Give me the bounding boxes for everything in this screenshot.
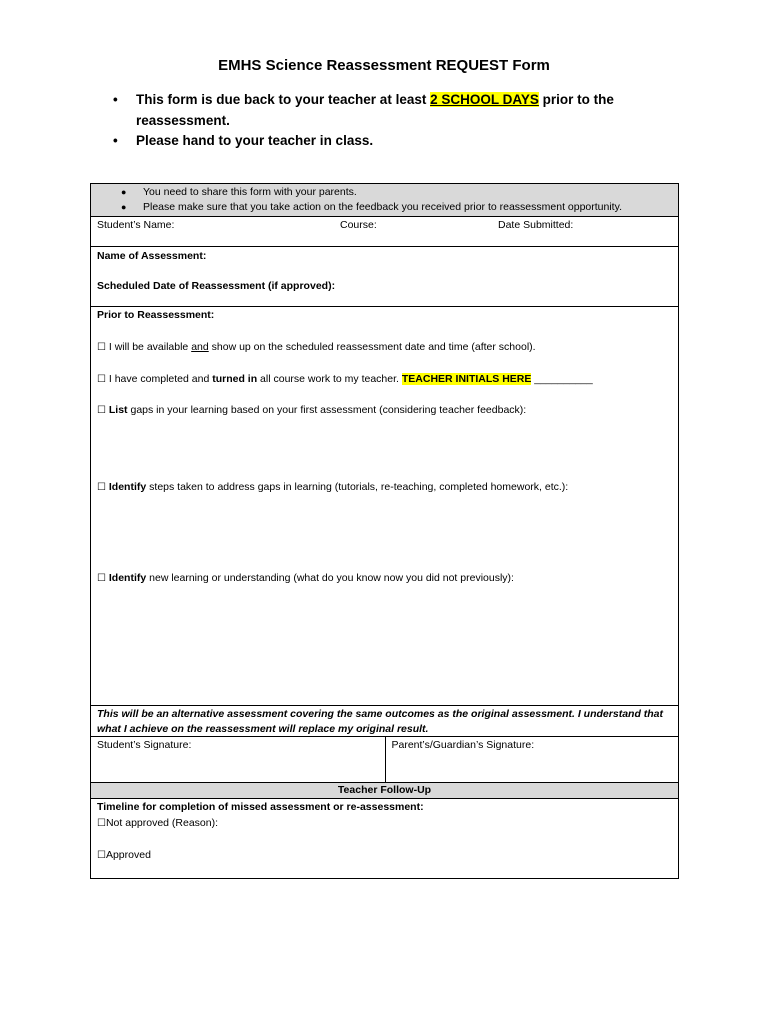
bullet-icon: ● <box>121 187 127 197</box>
assessment-row <box>91 247 678 307</box>
page-title: EMHS Science Reassessment REQUEST Form <box>218 57 550 74</box>
checkbox-icon[interactable]: ☐ <box>97 850 106 861</box>
checkbox-icon[interactable]: ☐ <box>97 342 106 353</box>
approved-checkbox-item[interactable]: ☐Approved <box>97 849 151 861</box>
student-signature-field[interactable]: Student’s Signature: <box>97 739 192 751</box>
checkbox-icon[interactable]: ☐ <box>97 482 106 493</box>
date-submitted-field[interactable]: Date Submitted: <box>498 219 574 231</box>
assessment-name-field[interactable]: Name of Assessment: <box>97 250 207 262</box>
intro-instructions <box>113 90 693 152</box>
course-field[interactable]: Course: <box>340 219 377 231</box>
note-item: ● Please make sure that you take action on the feedback you received prior to reassessment opportunity. <box>121 201 622 213</box>
signature-row <box>91 737 678 783</box>
student-info-row <box>91 217 678 247</box>
scheduled-date-field[interactable]: Scheduled Date of Reassessment (if approved): <box>97 280 336 292</box>
checkbox-icon[interactable]: ☐ <box>97 374 106 385</box>
intro-item-due: • This form is due back to your teacher at least 2 SCHOOL DAYS prior to the reassessment. <box>113 90 693 131</box>
identify-steps-checkbox-item[interactable]: ☐ Identify steps taken to address gaps in learning (tutorials, re-teaching, completed homework, etc.): <box>97 481 569 493</box>
availability-checkbox-item[interactable]: ☐ I will be available and show up on the scheduled reassessment date and time (after school). <box>97 341 536 353</box>
prior-heading: Prior to Reassessment: <box>97 309 215 321</box>
bullet-icon: ● <box>121 202 127 212</box>
note-item: ● You need to share this form with your parents. <box>121 186 357 198</box>
identify-learning-checkbox-item[interactable]: ☐ Identify new learning or understanding (what do you know now you did not previously): <box>97 572 514 584</box>
teacher-initials-highlight: TEACHER INITIALS HERE <box>401 373 532 385</box>
bullet-icon: • <box>113 92 118 107</box>
school-days-highlight: 2 SCHOOL DAYS <box>430 92 539 107</box>
checkbox-icon[interactable]: ☐ <box>97 818 106 829</box>
intro-item-hand-in: • Please hand to your teacher in class. <box>113 131 693 152</box>
prior-to-reassessment-row <box>91 307 678 706</box>
bullet-icon: • <box>113 133 118 148</box>
timeline-label: Timeline for completion of missed assessment or re-assessment: <box>97 801 424 813</box>
not-approved-checkbox-item[interactable]: ☐Not approved (Reason): <box>97 817 219 829</box>
checkbox-icon[interactable]: ☐ <box>97 405 106 416</box>
teacher-follow-up-row <box>91 799 678 879</box>
request-form-table <box>90 183 679 879</box>
student-name-field[interactable]: Student’s Name: <box>97 219 175 231</box>
checkbox-icon[interactable]: ☐ <box>97 573 106 584</box>
agreement-statement: This will be an alternative assessment covering the same outcomes as the original assessment. I understand that what I achieve on the reassessment will replace my original result. <box>91 706 678 737</box>
parent-notes-row <box>91 184 678 217</box>
teacher-follow-up-heading: Teacher Follow-Up <box>91 783 678 799</box>
coursework-checkbox-item[interactable]: ☐ I have completed and turned in all course work to my teacher. TEACHER INITIALS HERE __________ <box>97 373 593 385</box>
list-gaps-checkbox-item[interactable]: ☐ List gaps in your learning based on your first assessment (considering teacher feedback): <box>97 404 527 416</box>
parent-signature-field[interactable]: Parent’s/Guardian’s Signature: <box>385 737 679 782</box>
teacher-initials-blank[interactable]: __________ <box>531 373 593 385</box>
